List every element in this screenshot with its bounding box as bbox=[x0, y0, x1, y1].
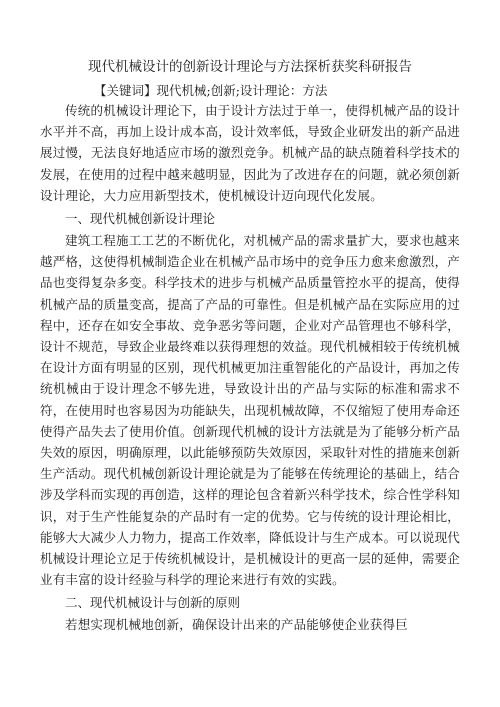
intro-paragraph: 传统的机械设计理论下，由于设计方法过于单一，使得机械产品的设计水平并不高，再加上设计成本高，设计效率低，导致企业研发出的新产品进展过慢，无法良好地适应市场的激烈竞争。机械产品的缺点随着科学技术的发展，在使用的过程中越来越明显，因此为了改进存在的问题，就必须创新设计理论，大力应用新型技术，使机械设计迈向现代化发展。 bbox=[40, 103, 460, 203]
section-heading-1: 一、现代机械创新设计理论 bbox=[65, 211, 216, 227]
section-2-paragraph: 若想实现机械地创新，确保设计出来的产品能够使企业获得巨 bbox=[65, 617, 408, 633]
keywords-line: 【关键词】现代机械;创新;设计理论：方法 bbox=[94, 83, 328, 98]
document-title: 现代机械设计的创新设计理论与方法探析获奖科研报告 bbox=[88, 59, 412, 75]
section-1-paragraph: 建筑工程施工工艺的不断优化，对机械产品的需求量扩大，要求也越来越严格，这使得机械制造企业在机械产品市场中的竞争压力愈来愈激烈，产品也变得复杂多变。科学技术的进步与机械产品质量管控水平的提高，使得机械产品的质量变高，提高了产品的可靠性。但是机械产品在实际应用的过程中，还存在如安全事故、竞争恶劣等问题，企业对产品管理也不够科学，设计不规范，导致企业最终难以获得理想的效益。现代机械相较于传统机械在设计方面有明显的区别，现代机械更加注重智能化的产品设计，再加之传统机械由于设计理念不够先进，导致设计出的产品与实际的标准和需求不符，在使用时也容易因为功能缺失，出现机械故障，不仅缩短了使用寿命还使得产品失去了使用价值。创新现代机械的设计方法就是为了能够分析产品失效的原因，明确原理，以此能够预防失效原因，采取针对性的措施来创新生产活动。现代机械创新设计理论就是为了能够在传统理论的基础上，结合涉及学科而实现的再创造，这样的理论包含着新兴科学技术，综合性学科知识，对于生产性能复杂的产品时有一定的优势。它与传统的设计理论相比，能够大大减少人力物力，提高工作效率，降低设计与生产成本。可以说现代机械设计理论立足于传统机械设计，是机械设计的更高一层的延伸，需要企业有丰富的设计经验与科学的理论来进行有效的实践。 bbox=[40, 233, 460, 588]
section-heading-2: 二、现代机械设计与创新的原则 bbox=[65, 595, 241, 611]
